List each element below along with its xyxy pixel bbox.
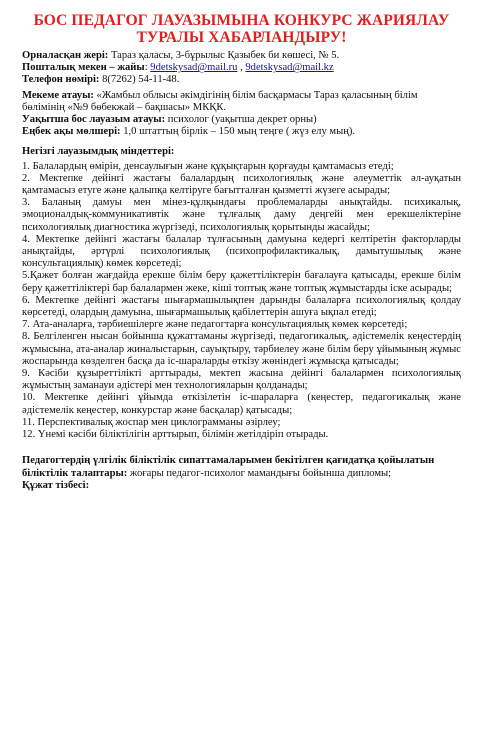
location-value: Тараз қаласы, 3-бұрылыс Қазыбек би көшесі, № 5. xyxy=(108,50,340,61)
email-separator: : xyxy=(144,62,151,74)
email-link-kz[interactable]: 9detskysad@mail.kz xyxy=(245,62,334,74)
salary-row xyxy=(22,126,461,138)
location-label: Орналасқан жері: xyxy=(22,50,109,61)
location-row xyxy=(22,50,461,62)
requirements-value: жоғары педагог-психолог мамандығы бойынша дипломы; xyxy=(127,467,392,479)
duty-item: 7. Ата-аналарға, тәрбиешілерге және педагогтарға консультациялық көмек көрсетеді; xyxy=(22,319,408,331)
vacancy-row xyxy=(22,114,461,126)
duty-item: 2. Мектепке дейінгі жастағы балалардың психологиялық және әлеуметтік әл-ауқатын қамтамасыз етуге және қалыпқа келтіруге бағытталған қызметті жүзеге асырады; xyxy=(22,172,461,197)
title-line-2: ТУРАЛЫ ХАБАРЛАНДЫРУ! xyxy=(136,29,347,46)
duty-item: 5.Қажет болған жағдайда ерекше білім беру қажеттіліктерін бағалауға қатысады, ерекше білім беру қажеттіліктері бар балалармен жеке, кіші топтық және топтық жұмыстарды іске асырады; xyxy=(22,270,461,294)
phone-row xyxy=(22,74,461,86)
duty-item: 10. Мектепке дейінгі ұйымда өткізілетін іс-шараларға (кеңестер, педагогикалық және әдістемелік кеңестер, конкурстар және басқалар) қатысады; xyxy=(22,392,461,416)
email-link-ru[interactable]: 9detskysad@mail.ru xyxy=(150,62,238,74)
announcement-title xyxy=(22,12,461,46)
duty-item: 11. Перспективалық жоспар мен циклограмманы әзірлеу; xyxy=(22,416,281,428)
duty-item: 6. Мектепке дейінгі жастағы шығармашылықпен дарынды балаларға психологиялық қолдау көрсетеді, олардың дамуына, шығармашылық қабілеттерін ашуға ықпал етеді; xyxy=(22,294,461,319)
email-row xyxy=(22,62,461,74)
email-label: Пошталық мекен – жайы xyxy=(22,62,145,74)
duty-item: 12. Үнемі кәсіби біліктілігін арттырып, білімін жетілдіріп отырады. xyxy=(22,429,329,441)
requirements-paragraph xyxy=(22,455,461,479)
organization-label: Мекеме атауы: xyxy=(22,89,94,101)
duty-item: 4. Мектепке дейінгі жастағы балалар тұлғасының дамуына кедергі келтіретін факторларды анықтайды, әртүрлі психологиялық (психопрофилактикалық, дамытушылық және консультациялық) көмек көрсетеді; xyxy=(22,233,461,270)
salary-label: Еңбек ақы мөлшері: xyxy=(22,126,121,138)
requirements-label: Педагогтердің үлгілік біліктілік сипаттамаларымен бекітілген қағидатқа қойылатын біліктілік талаптары: xyxy=(22,455,435,479)
duty-item: 1. Балалардың өмірін, денсаулығын және құқықтарын қорғауды қамтамасыз етеді; xyxy=(22,160,394,172)
vacancy-label: Уақытша бос лауазым атауы: xyxy=(22,114,166,126)
phone-label: Телефон нөмірі: xyxy=(22,74,100,86)
duty-item: 3. Баланың дамуы мен мінез-құлқындағы проблемаларды анықтайды. психикалық, эмоционалдық-коммуникативтік және тұлғалық даму деңгейі мен ерекшеліктеріне психологиялық диагностика жүргізеді, психологиялық қорытынды жасайды; xyxy=(22,197,461,233)
duties-list xyxy=(22,161,461,442)
duty-item: 8. Белгіленген нысан бойынша құжаттаманы жүргізеді, педагогикалық, әдістемелік кеңестердің жұмысына, ата-аналар жиналыстарын, сауықтыру, тәрбиелеу және білім беру ұйымының жұмыс жоспарында көзделген басқа да іс-шараларды өткізу жөніндегі жұмысқа қатысады; xyxy=(22,331,461,367)
duties-title: Негізгі лауазымдық міндеттері: xyxy=(22,146,175,158)
organization-row xyxy=(22,90,461,114)
title-line-1: БОС ПЕДАГОГ ЛАУАЗЫМЫНА КОНКУРС ЖАРИЯЛАУ xyxy=(33,12,450,29)
organization-value: «Жамбыл облысы әкімдігінің білім басқармасы Тараз қаласының білім бөлімінің «№9 бөбекжай – бақшасы» МКҚК. xyxy=(22,89,418,113)
vacancy-value: психолог (уақытша декрет орны) xyxy=(165,114,317,126)
info-block xyxy=(22,50,461,138)
duty-item: 9. Кәсіби құзыреттілікті арттырады, мектеп жасына дейінгі балалармен психологиялық жұмыстың заманауи әдістері мен технологияларын қолданады; xyxy=(22,368,461,392)
salary-value: 1,0 штаттың бірлік – 150 мың теңге ( жүз елу мың). xyxy=(120,126,356,138)
phone-value: 8(7262) 54-11-48. xyxy=(99,74,180,86)
email-separator-2: , xyxy=(237,62,246,74)
documents-label: Құжат тізбесі: xyxy=(22,479,90,491)
